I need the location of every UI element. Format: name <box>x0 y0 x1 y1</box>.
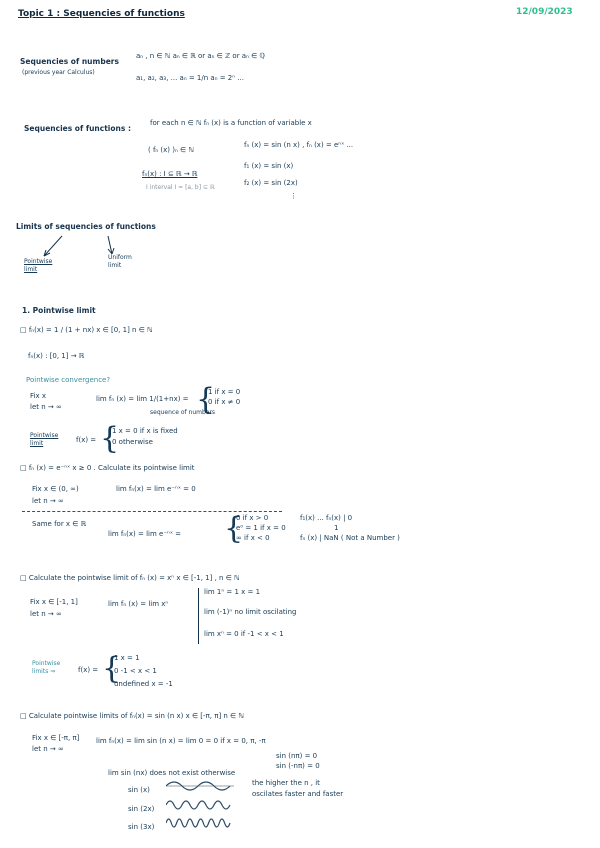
pointwise-limit-label: Pointwise limit <box>24 258 53 273</box>
ex1-map: fₙ(x) : [0, 1] → ℝ <box>28 352 85 360</box>
ex2-case-a: 0 if x > 0 <box>236 514 269 522</box>
ex2-let: let n → ∞ <box>32 497 64 505</box>
page-title: Topic 1 : Sequencies of functions <box>18 9 185 19</box>
functions-desc: for each n ∈ ℕ fₙ (x) is a function of variable x <box>150 119 312 127</box>
ex2-right-1: f₁(x) ... fₙ(x) | 0 <box>300 514 353 522</box>
functions-ex1: fₙ (x) = sin (n x) , fₙ (x) = eⁿˣ ... <box>244 141 354 149</box>
ex4-note-2: oscilates faster and faster <box>252 790 344 798</box>
ex2-lim: lim fₙ(x) = lim e⁻ⁿˣ = 0 <box>116 485 196 493</box>
numbers-label: Sequencies of numbers <box>20 57 119 66</box>
ex1-seqnum: sequence of numbers <box>150 409 216 416</box>
ex4-notexist: lim sin (nx) does not exist otherwise <box>108 769 236 777</box>
functions-seq: ( fₙ (x) )ₙ ∈ ℕ <box>148 146 194 154</box>
ex2-def: □ fₙ (x) = e⁻ⁿˣ x ≥ 0 . Calculate its pointwise limit <box>20 464 195 472</box>
ex4-wave-label-1: sin (x) <box>128 786 150 794</box>
ex3-pw-1: 1 x = 1 <box>114 654 140 662</box>
ex4-s1: sin (nπ) = 0 <box>276 752 318 760</box>
ex3-brace-line <box>198 588 199 644</box>
ex3-pw-2: 0 -1 < x < 1 <box>114 667 157 675</box>
ex1-case-b: 0 if x ≠ 0 <box>208 398 241 406</box>
ex3-pw-brace: { <box>102 651 122 686</box>
ex2-right-2: 1 <box>334 524 339 532</box>
ex4-fix: Fix x ∈ [-π, π] <box>32 734 80 742</box>
ex1-pw-brace: { <box>100 421 120 456</box>
functions-domain: fₙ(x) : I ⊆ ℝ → ℝ <box>142 170 198 178</box>
ex1-limit: lim fₙ (x) = lim 1/(1+nx) = <box>96 395 189 403</box>
functions-label: Sequencies of functions : <box>24 124 131 133</box>
page-date: 12/09/2023 <box>516 7 573 17</box>
ex4-wave-label-2: sin (2x) <box>128 805 155 813</box>
numbers-sub: (previous year Calculus) <box>22 69 95 76</box>
convergence-question: Pointwise convergence? <box>26 376 111 384</box>
numbers-notation: aₙ , n ∈ ℕ aₙ ∈ ℝ or aₙ ∈ ℤ or aₙ ∈ ℚ <box>136 52 265 60</box>
ex3-case-2: lim (-1)ⁿ no limit oscilating <box>204 608 297 616</box>
ex4-lim: lim fₙ(x) = lim sin (n x) = lim 0 = 0 if x = 0, π, -π <box>96 737 266 745</box>
ex1-pw-label: Pointwise limit <box>30 432 59 447</box>
ex3-fix: Fix x ∈ [-1, 1] <box>30 598 78 606</box>
ex1-pw-a: 1 x = 0 if x is fixed <box>112 427 178 435</box>
ex3-case-1: lim 1ⁿ = 1 x = 1 <box>204 588 261 596</box>
ex1-def: □ fₙ(x) = 1 / (1 + nx) x ∈ [0, 1] n ∈ ℕ <box>20 326 153 334</box>
ex4-def: □ Calculate pointwise limits of fₙ(x) = sin (n x) x ∈ [-π, π] n ∈ ℕ <box>20 712 244 720</box>
ex2-case-b: e⁰ = 1 if x = 0 <box>236 524 286 532</box>
functions-interval: I interval I = [a, b] ⊆ ℝ <box>146 184 215 191</box>
ex2-case-c: ∞ if x < 0 <box>236 534 270 542</box>
ex2-divider <box>22 511 282 512</box>
ex1-case-a: 1 if x = 0 <box>208 388 241 396</box>
functions-ex3: f₂ (x) = sin (2x) <box>244 179 298 187</box>
ex4-note-1: the higher the n , it <box>252 779 320 787</box>
ex3-pw-3: undefined x = -1 <box>114 680 173 688</box>
numbers-examples: a₁, a₂, a₃, ... aₙ = 1/n aₙ = 2ⁿ ... <box>136 74 244 82</box>
ex3-case-3: lim xⁿ = 0 if -1 < x < 1 <box>204 630 284 638</box>
ex2-brace: { <box>224 511 244 546</box>
ex4-let: let n → ∞ <box>32 745 64 753</box>
ex3-lim: lim fₙ (x) = lim xⁿ <box>108 600 169 608</box>
ex1-pw-b: 0 otherwise <box>112 438 153 446</box>
section1-title: 1. Pointwise limit <box>22 306 96 315</box>
sin-2x-wave <box>166 797 236 813</box>
ex2-fix: Fix x ∈ (0, ∞) <box>32 485 79 493</box>
functions-dots: ⋮ <box>290 192 297 200</box>
ex2-lim2: lim fₙ(x) = lim e⁻ⁿˣ = <box>108 530 182 538</box>
ex3-def: □ Calculate the pointwise limit of fₙ (x) = xⁿ x ∈ [-1, 1] , n ∈ ℕ <box>20 574 240 582</box>
ex3-let: let n → ∞ <box>30 610 62 618</box>
ex1-let: let n → ∞ <box>30 403 62 411</box>
sin-3x-wave <box>166 815 236 831</box>
uniform-limit-label: Uniform limit <box>108 254 132 269</box>
sin-x-wave <box>166 778 236 794</box>
functions-ex2: f₁ (x) = sin (x) <box>244 162 294 170</box>
ex3-pw-label: Pointwise limits ⇒ <box>32 660 61 675</box>
ex2-right-3: fₙ (x) | NaN ( Not a Number ) <box>300 534 400 542</box>
limits-label: Limits of sequencies of functions <box>16 222 156 231</box>
ex4-wave-label-3: sin (3x) <box>128 823 155 831</box>
ex3-pw-val: f(x) = <box>78 666 99 674</box>
ex1-fix: Fix x <box>30 392 46 400</box>
ex1-pw-val: f(x) = <box>76 436 97 444</box>
ex4-s2: sin (-nπ) = 0 <box>276 762 320 770</box>
ex2-same: Same for x ∈ ℝ <box>32 520 87 528</box>
ex1-brace: { <box>196 382 216 417</box>
